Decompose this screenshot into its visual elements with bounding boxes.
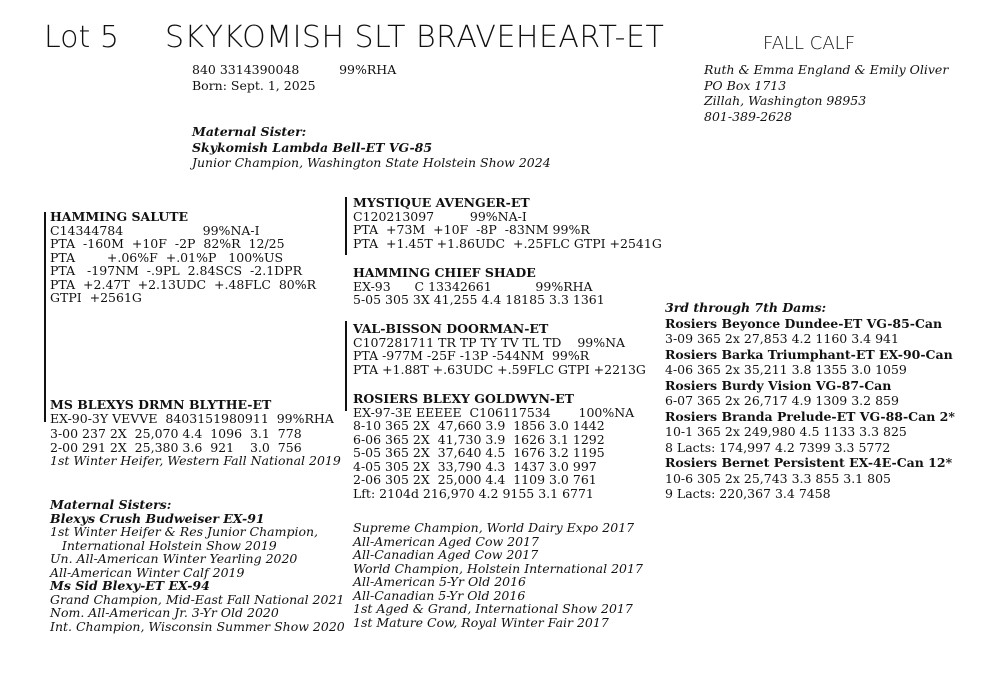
sister-award: All-American Winter Calf 2019 [50,564,245,580]
sire-dam-block [353,266,605,307]
sire-line: PTA -197NM -.9PL 2.84SCS -2.1DPR [50,263,303,278]
animal-name: SKYKOMISH SLT BRAVEHEART-ET [165,20,665,55]
dam-block [50,398,341,468]
sister-name: Ms Sid Blexy-ET EX-94 [50,578,210,593]
sire-sire-line: C120213097 99%NA-I [353,208,527,224]
maternal-sister-name: Skykomish Lambda Bell-ET VG-85 [192,139,433,155]
maternal-sister-award: Junior Champion, Washington State Holstein Show 2024 [192,155,551,170]
sire-dam-line: 5-05 305 3X 41,255 4.4 18185 3.3 1361 [353,292,605,307]
ancestor-dam-name: Rosiers Bernet Persistent EX-4E-Can 12* [665,455,953,470]
dam-name: MS BLEXYS DRMN BLYTHE-ET [50,397,272,412]
ancestor-dam-name: Rosiers Burdy Vision VG-87-Can [665,377,892,393]
dam-dam-award: All-Canadian Aged Cow 2017 [353,547,539,562]
sire-name: HAMMING SALUTE [50,209,189,224]
class-label: FALL CALF [763,33,856,54]
dam-line: 2-00 291 2X 25,380 3.6 921 3.0 756 [50,439,302,455]
dam-dam-award: World Champion, Holstein International 2017 [353,560,643,576]
sire-bracket [44,212,46,306]
sire-dam-line: EX-93 C 13342661 99%RHA [353,278,593,294]
ancestor-dam-record: 10-6 305 2x 25,743 3.3 855 3.1 805 [665,470,891,486]
sire-sire-name: MYSTIQUE AVENGER-ET [353,195,530,210]
ancestor-dam-record: 8 Lacts: 174,997 4.2 7399 3.3 5772 [665,439,891,455]
dam-sire-line: PTA +1.88T +.63UDC +.59FLC GTPI +2213G [353,361,646,377]
dam-dam-award: 1st Mature Cow, Royal Winter Fair 2017 [353,614,609,630]
dam-dam-line: 4-05 305 2X 33,790 4.3 1437 3.0 997 [353,458,597,474]
ancestor-dam-record: 10-1 365 2x 249,980 4.5 1133 3.3 825 [665,424,907,439]
ancestor-dam-name: Rosiers Beyonce Dundee-ET VG-85-Can [665,315,943,331]
dam-sire-block [353,322,646,376]
sire-sire-block [353,196,662,250]
consignor-city: Zillah, Washington 98953 [704,93,867,108]
ancestor-dam-record: 6-07 365 2x 26,717 4.9 1309 3.2 859 [665,393,899,408]
sire-block [50,210,316,305]
dam-dam-line: 8-10 365 2X 47,660 3.9 1856 3.0 1442 [353,418,605,433]
dam-dam-award: All-Canadian 5-Yr Old 2016 [353,587,526,603]
dam-dam-block [353,392,634,500]
consignor-phone: 801-389-2628 [704,108,792,124]
sister-award: 1st Winter Heifer & Res Junior Champion, [50,524,319,539]
sire-line: C14344784 99%NA-I [50,222,260,238]
sister-award: Nom. All-American Jr. 3-Yr Old 2020 [50,605,279,620]
lot-number: Lot 5 [44,20,119,55]
dam-dam-lifetime: Lft: 2104d 216,970 4.2 9155 3.1 6771 [353,485,594,501]
ancestor-dam-record: 9 Lacts: 220,367 3.4 7458 [665,486,831,501]
consignor-address: PO Box 1713 [704,77,787,93]
dam-dam-award: All-American Aged Cow 2017 [353,533,539,549]
maternal-sister-heading: Maternal Sister: [192,124,307,139]
birth-date: Born: Sept. 1, 2025 [192,77,316,93]
dam-dam-award: Supreme Champion, World Dairy Expo 2017 [353,520,635,535]
maternal-sister-block [192,124,551,171]
sire-line: GTPI +2561G [50,290,142,305]
dams-heading: 3rd through 7th Dams: [665,300,827,315]
dam-sire-bracket [345,321,347,411]
sire-sire-line: PTA +1.45T +1.86UDC +.25FLC GTPI +2541G [353,235,662,251]
dam-dam-awards [353,521,643,629]
dam-dam-name: ROSIERS BLEXY GOLDWYN-ET [353,391,574,406]
consignor-block [704,62,948,124]
dams-3-7-block [665,300,955,502]
sire-line: PTA +2.47T +2.13UDC +.48FLC 80%R [50,276,317,292]
dam-dam-line: 2-06 305 2X 25,000 4.4 1109 3.0 761 [353,472,597,487]
dam-dam-award: All-American 5-Yr Old 2016 [353,574,527,589]
ancestor-dam-name: Rosiers Branda Prelude-ET VG-88-Can 2* [665,408,955,424]
sister-award: Un. All-American Winter Yearling 2020 [50,551,298,566]
dam-line: 3-00 237 2X 25,070 4.4 1096 3.1 778 [50,426,302,441]
dam-dam-award: 1st Aged & Grand, International Show 2017 [353,601,633,616]
ancestor-dam-record: 3-09 365 2x 27,853 4.2 1160 3.4 941 [665,331,899,346]
registration-block [192,62,396,93]
dam-bracket [44,300,46,422]
registration-line: 840 3314390048 99%RHA [192,62,397,77]
sire-sire-bracket [345,197,347,255]
sire-dam-name: HAMMING CHIEF SHADE [353,265,536,280]
sire-line: PTA -160M +10F -2P 82%R 12/25 [50,236,285,251]
dam-sire-name: VAL-BISSON DOORMAN-ET [353,321,549,336]
sire-sire-line: PTA +73M +10F -8P -83NM 99%R [353,222,590,237]
ancestor-dam-name: Rosiers Barka Triumphant-ET EX-90-Can [665,346,953,362]
dam-line: EX-90-3Y VEVVE 8403151980911 99%RHA [50,410,334,426]
sister-award: International Holstein Show 2019 [50,537,277,553]
sister-award: Grand Champion, Mid-East Fall National 2021 [50,591,345,607]
sire-line: PTA +.06%F +.01%P 100%US [50,249,284,265]
maternal-sisters-block [50,498,345,633]
consignor-names: Ruth & Emma England & Emily Oliver [704,62,949,77]
dam-award: 1st Winter Heifer, Western Fall National 2019 [50,453,341,468]
maternal-sisters-heading: Maternal Sisters: [50,497,172,512]
dam-dam-line: 5-05 365 2X 37,640 4.5 1676 3.2 1195 [353,445,605,460]
sister-award: Int. Champion, Wisconsin Summer Show 2020 [50,618,345,634]
dam-dam-line: EX-97-3E EEEEE C106117534 100%NA [353,404,635,420]
sister-name: Blexys Crush Budweiser EX-91 [50,510,265,526]
dam-sire-line: C107281711 TR TP TY TV TL TD 99%NA [353,334,626,350]
dam-sire-line: PTA -977M -25F -13P -544NM 99%R [353,348,590,363]
ancestor-dam-record: 4-06 365 2x 35,211 3.8 1355 3.0 1059 [665,362,907,377]
dam-dam-line: 6-06 365 2X 41,730 3.9 1626 3.1 1292 [353,431,605,447]
